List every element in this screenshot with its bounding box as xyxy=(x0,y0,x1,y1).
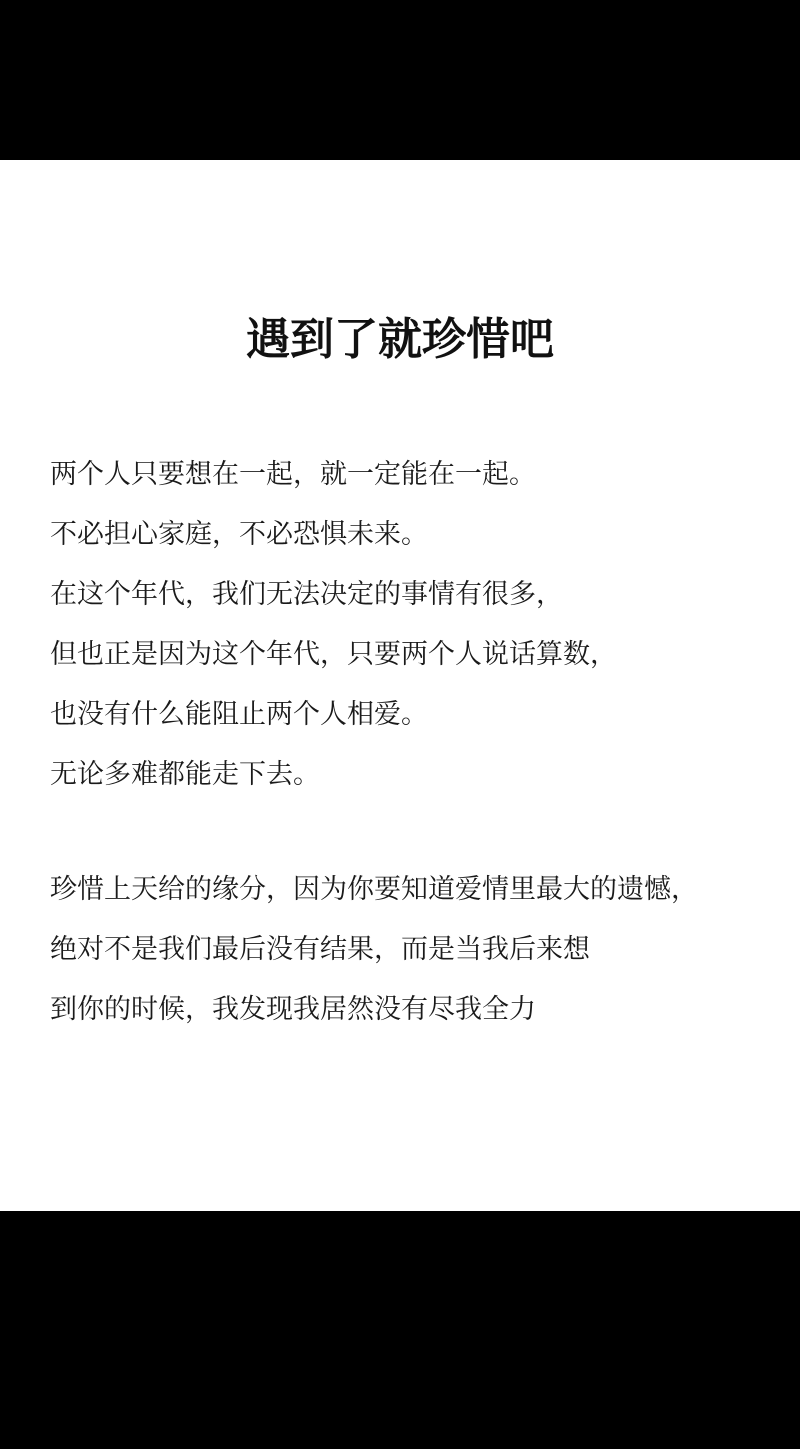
paragraph-2 xyxy=(50,860,770,1040)
text-line: 珍惜上天给的缘分，因为你要知道爱情里最大的遗憾， xyxy=(50,874,698,905)
text-line: 两个人只要想在一起，就一定能在一起。 xyxy=(50,459,536,490)
top-letterbox-bar xyxy=(0,0,800,160)
bottom-letterbox-bar xyxy=(0,1211,800,1449)
text-line: 也没有什么能阻止两个人相爱。 xyxy=(50,699,428,730)
paragraph-1 xyxy=(50,445,770,805)
text-card xyxy=(0,160,800,1211)
page-title: 遇到了就珍惜吧 xyxy=(246,314,554,365)
text-line: 到你的时候，我发现我居然没有尽我全力 xyxy=(50,994,536,1025)
text-line: 无论多难都能走下去。 xyxy=(50,759,320,790)
text-line: 绝对不是我们最后没有结果，而是当我后来想 xyxy=(50,934,590,965)
text-line: 在这个年代，我们无法决定的事情有很多， xyxy=(50,579,563,610)
text-line: 不必担心家庭，不必恐惧未来。 xyxy=(50,519,428,550)
text-line: 但也正是因为这个年代，只要两个人说话算数， xyxy=(50,639,617,670)
